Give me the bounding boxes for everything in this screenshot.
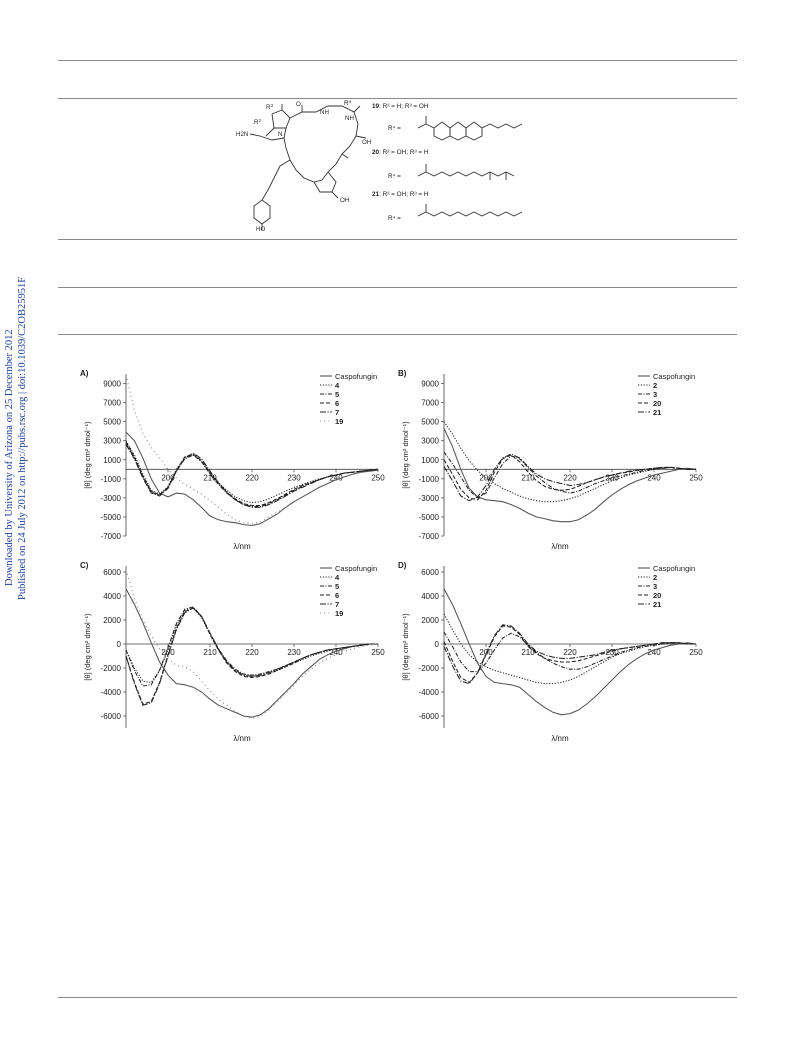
legend-label: Caspofungin: [653, 372, 696, 381]
legend-label: 7: [335, 600, 340, 609]
download-sidebar: [0, 0, 36, 640]
y-tick-label: 4000: [421, 592, 439, 601]
label-ho: HO: [256, 226, 266, 232]
cd-chart-c: [78, 556, 400, 744]
y-tick-label: 1000: [103, 455, 121, 465]
y-axis-label: [θ] (deg cm² dmol⁻¹): [83, 421, 92, 489]
legend-label: 19: [335, 609, 344, 618]
x-tick-label: 250: [371, 648, 385, 657]
structure-drawing: [232, 100, 562, 232]
legend-label: Caspofungin: [653, 564, 696, 573]
compound-19-r4: R⁴ =: [388, 125, 401, 132]
label-oh-1: OH: [362, 139, 372, 146]
cd-panel-d: [396, 556, 718, 749]
label-h2n: H2N: [236, 131, 249, 138]
x-tick-label: 210: [203, 473, 217, 483]
x-tick-label: 240: [647, 473, 661, 483]
x-tick-label: 200: [479, 473, 493, 483]
y-tick-label: 9000: [421, 379, 439, 389]
y-tick-label: -2000: [100, 664, 121, 673]
panel-label: A): [80, 369, 89, 378]
legend-label: 6: [335, 591, 340, 600]
label-o: O: [296, 101, 301, 108]
x-tick-label: 200: [479, 648, 493, 657]
legend-label: 2: [653, 573, 658, 582]
x-tick-label: 210: [521, 648, 535, 657]
y-tick-label: -6000: [100, 712, 121, 721]
y-tick-label: -2000: [418, 664, 439, 673]
legend-label: 3: [653, 390, 658, 399]
cd-panel-a: [78, 364, 400, 557]
compound-19-def: 19: R² = H; R³ = OH: [372, 103, 429, 110]
y-tick-label: -3000: [418, 493, 439, 503]
x-tick-label: 210: [521, 473, 535, 483]
legend-label: 3: [653, 582, 658, 591]
x-tick-label: 240: [329, 648, 343, 657]
x-tick-label: 220: [563, 473, 577, 483]
cd-chart-b: [396, 364, 718, 552]
x-axis-label: λ/nm: [551, 542, 569, 551]
y-tick-label: 9000: [103, 379, 121, 389]
x-tick-label: 220: [563, 648, 577, 657]
label-r3: $R^3$: [266, 103, 273, 111]
x-tick-label: 220: [245, 648, 259, 657]
y-axis-label: [θ] (deg cm² dmol⁻¹): [401, 613, 410, 681]
y-axis-label: [θ] (deg cm² dmol⁻¹): [401, 421, 410, 489]
y-tick-label: 2000: [103, 616, 121, 625]
y-tick-label: 6000: [103, 568, 121, 577]
y-tick-label: -1000: [418, 474, 439, 484]
legend-label: Caspofungin: [335, 564, 378, 573]
y-tick-label: 0: [116, 640, 121, 649]
cd-panel-b: [396, 364, 718, 557]
cd-chart-a: [78, 364, 400, 552]
x-tick-label: 200: [161, 648, 175, 657]
series-line: [126, 375, 378, 524]
doi-link[interactable]: Published on 24 July 2012 on http://pubs.rsc.org | doi:10.1039/C2OB25951F: [17, 276, 28, 600]
x-tick-label: 230: [287, 648, 301, 657]
y-tick-label: -5000: [418, 512, 439, 522]
x-axis-label: λ/nm: [233, 734, 251, 743]
legend-label: 5: [335, 582, 340, 591]
y-tick-label: -4000: [100, 688, 121, 697]
legend-label: 19: [335, 417, 344, 426]
x-tick-label: 240: [647, 648, 661, 657]
legend-label: Caspofungin: [335, 372, 378, 381]
label-nh-1: NH: [320, 109, 329, 116]
x-tick-label: 230: [287, 473, 301, 483]
y-tick-label: -1000: [100, 474, 121, 484]
rule-3: [58, 239, 737, 240]
y-tick-label: 7000: [421, 398, 439, 408]
rule-4: [58, 287, 737, 288]
legend-label: 20: [653, 399, 662, 408]
compound-20-r4: R⁴ =: [388, 173, 401, 180]
series-line: [444, 422, 696, 502]
x-axis-label: λ/nm: [551, 734, 569, 743]
y-tick-label: -6000: [418, 712, 439, 721]
legend-label: 21: [653, 600, 662, 609]
label-n: N: [278, 131, 283, 138]
x-tick-label: 220: [245, 473, 259, 483]
download-notice: Downloaded by University of Arizona on 25 December 2012: [4, 329, 15, 586]
x-tick-label: 210: [203, 648, 217, 657]
compound-21-def: 21: R² = OH; R³ = H: [372, 191, 429, 198]
y-tick-label: -5000: [100, 512, 121, 522]
x-tick-label: 240: [329, 473, 343, 483]
y-tick-label: 2000: [421, 616, 439, 625]
y-tick-label: -4000: [418, 688, 439, 697]
x-tick-label: 230: [605, 648, 619, 657]
legend-label: 7: [335, 408, 340, 417]
x-tick-label: 250: [689, 473, 703, 483]
y-tick-label: 4000: [103, 592, 121, 601]
panel-label: D): [398, 561, 407, 570]
cd-chart-d: [396, 556, 718, 744]
compound-20-def: 20: R² = OH; R³ = H: [372, 149, 429, 156]
chemical-structure: [232, 100, 562, 232]
y-tick-label: -7000: [100, 532, 121, 541]
legend-label: 4: [335, 573, 340, 582]
label-nh-2: NH: [345, 115, 354, 122]
x-tick-label: 250: [371, 473, 385, 483]
legend-label: 20: [653, 591, 662, 600]
legend-label: 21: [653, 408, 662, 417]
x-axis-label: λ/nm: [233, 542, 251, 551]
cd-panel-c: [78, 556, 400, 749]
rule-2: [58, 98, 737, 99]
y-axis-label: [θ] (deg cm² dmol⁻¹): [83, 613, 92, 681]
y-tick-label: 0: [434, 640, 439, 649]
y-tick-label: 3000: [421, 436, 439, 446]
compound-21-r4: R⁴ =: [388, 215, 401, 222]
label-r4: $R^4$: [344, 100, 351, 107]
legend-label: 6: [335, 399, 340, 408]
y-tick-label: 5000: [103, 417, 121, 427]
label-oh-2: OH: [340, 197, 350, 204]
x-tick-label: 230: [605, 473, 619, 483]
panel-label: C): [80, 561, 89, 570]
y-tick-label: -7000: [418, 532, 439, 541]
legend-label: 2: [653, 381, 658, 390]
label-r2: $R^2$: [254, 118, 261, 126]
rule-bottom: [58, 997, 737, 998]
rule-5: [58, 334, 737, 335]
y-tick-label: 6000: [421, 568, 439, 577]
rule-top: [58, 60, 737, 61]
y-tick-label: -3000: [100, 493, 121, 503]
x-tick-label: 250: [689, 648, 703, 657]
legend-label: 4: [335, 381, 340, 390]
y-tick-label: 7000: [103, 398, 121, 408]
x-tick-label: 200: [161, 473, 175, 483]
y-tick-label: 5000: [421, 417, 439, 427]
panel-label: B): [398, 369, 407, 378]
y-tick-label: 3000: [103, 436, 121, 446]
legend-label: 5: [335, 390, 340, 399]
y-tick-label: 1000: [421, 455, 439, 465]
